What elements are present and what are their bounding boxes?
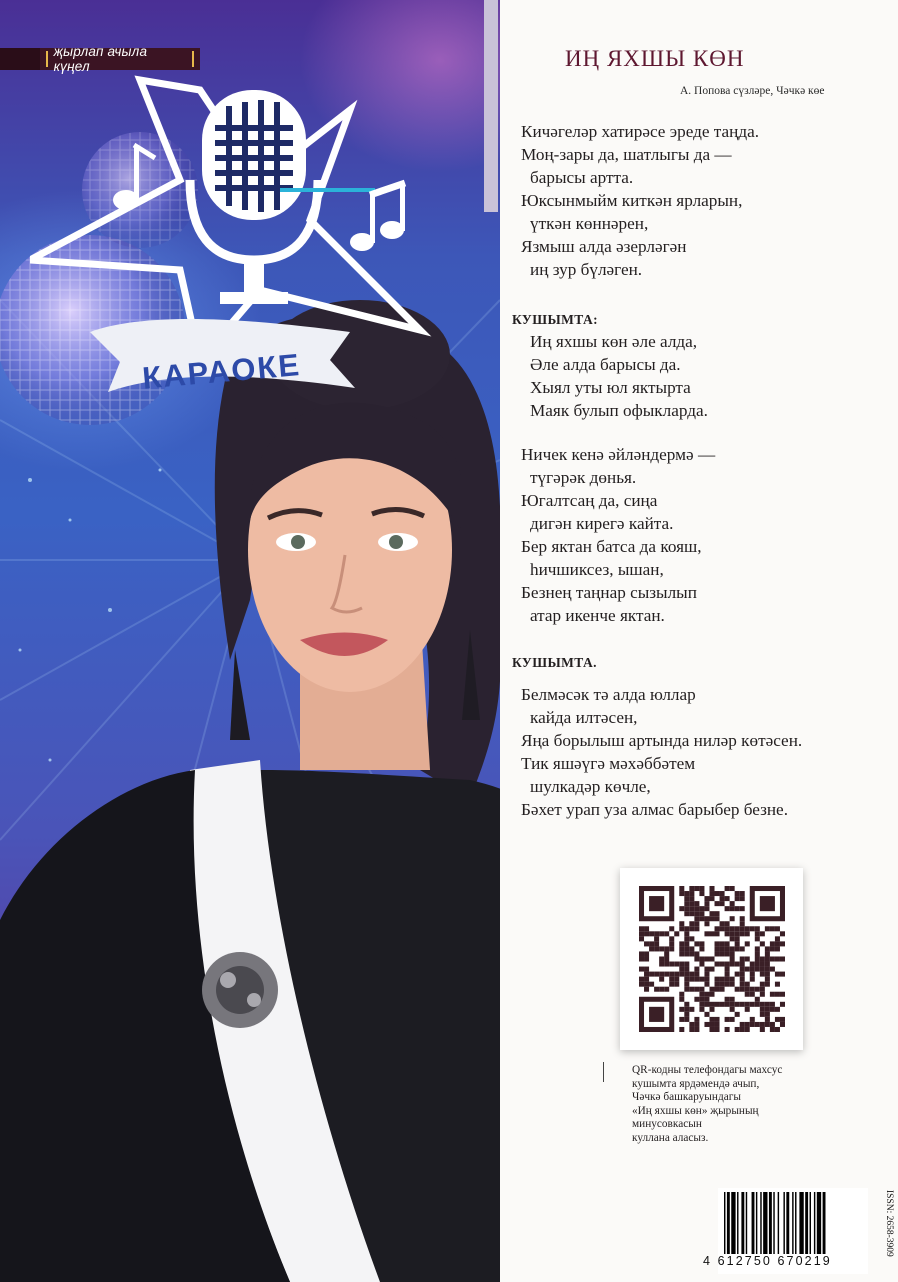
issn-number: ISSN: 2658-3909 (884, 1190, 894, 1257)
lyric-line: Хыял уты юл яктырта (530, 378, 691, 397)
lyric-line: Кичәгеләр хатирәсе эреде таңда. (521, 122, 759, 141)
decorative-strip (484, 0, 498, 212)
lyric-line: Язмыш алда әзерләгән (521, 237, 687, 256)
qr-caption (632, 1064, 842, 1146)
singer-portrait (0, 300, 500, 1282)
lyric-line: Яңа борылыш артында ниләр көтәсен. (521, 731, 803, 750)
music-note-icon (350, 183, 405, 251)
qr-caption-line: QR-кодны телефондагы махсус (632, 1064, 783, 1076)
chorus-label: КУШЫМТА. (512, 655, 597, 670)
chorus (521, 330, 708, 422)
barcode-icon (718, 1188, 868, 1254)
lyric-line: иң зур бүләген. (530, 260, 643, 279)
song-title: ИҢ ЯХШЫ КӨН (565, 46, 745, 71)
karaoke-logo (30, 70, 460, 430)
lyric-line: Моң-зары да, шатлыгы да — (521, 145, 732, 164)
lyric-line: Белмәсәк тә алда юллар (521, 685, 696, 704)
lyric-line: Юксынмыйм киткән ярларын, (521, 191, 743, 210)
lyric-line: Иң яхшы көн әле алда, (530, 332, 698, 351)
song-credits: А. Попова сүзләре, Чәчкә көе (680, 85, 825, 97)
barcode-number: 4 612750 670219 (703, 1254, 832, 1268)
qr-caption-line: куллана аласыз. (632, 1131, 709, 1144)
qr-code-icon (637, 886, 787, 1032)
lyric-line: дигән кирегә кайта. (530, 514, 674, 533)
rubric-strip (0, 44, 200, 74)
qr-caption-line: «Иң яхшы көн» җырының (632, 1104, 759, 1117)
lyric-line: шулкадәр көчле, (530, 777, 651, 796)
verse-3 (521, 683, 802, 821)
lyric-line: Әле алда барысы да. (530, 355, 681, 374)
lyric-line: Безнең таңнар сызылып (521, 583, 697, 602)
qr-caption-line: Чәчкә башкаруындагы (632, 1091, 741, 1104)
lyric-line: һичшиксез, ышан, (530, 560, 664, 579)
lyric-line: атар икенче яктан. (530, 606, 665, 625)
lyric-line: үткән көннәрен, (530, 214, 649, 233)
lyric-line: Бер яктан батса да кояш, (521, 537, 702, 556)
rubric-title: җырлап ачыла күңел (53, 44, 148, 74)
lyric-line: Ничек кенә әйләндермә — (521, 445, 716, 464)
qr-code[interactable] (620, 868, 803, 1050)
lyric-line: түгәрәк дөнья. (530, 468, 637, 487)
qr-caption-line: кушымта ярдәмендә ачып, (632, 1077, 760, 1090)
lyric-line: Тик яшәүгә мәхәббәтем (521, 754, 696, 773)
lyric-line: Югалтсаң да, сиңа (521, 491, 658, 510)
brooch-icon (202, 952, 278, 1028)
karaoke-banner-text: КАРАОКЕ (140, 347, 303, 396)
lyric-line: кайда илтәсен, (530, 708, 638, 727)
karaoke-banner (90, 319, 355, 396)
chorus-label: КУШЫМТА: (512, 312, 599, 327)
caption-divider (603, 1062, 604, 1082)
lyric-line: Бәхет урап уза алмас барыбер безне. (521, 800, 788, 819)
verse-1 (521, 120, 759, 281)
lyric-line: барысы артта. (530, 168, 634, 187)
lyric-line: Маяк булып офыкларда. (530, 401, 708, 420)
qr-caption-line: минусовкасын (632, 1118, 702, 1131)
verse-2 (521, 443, 715, 627)
